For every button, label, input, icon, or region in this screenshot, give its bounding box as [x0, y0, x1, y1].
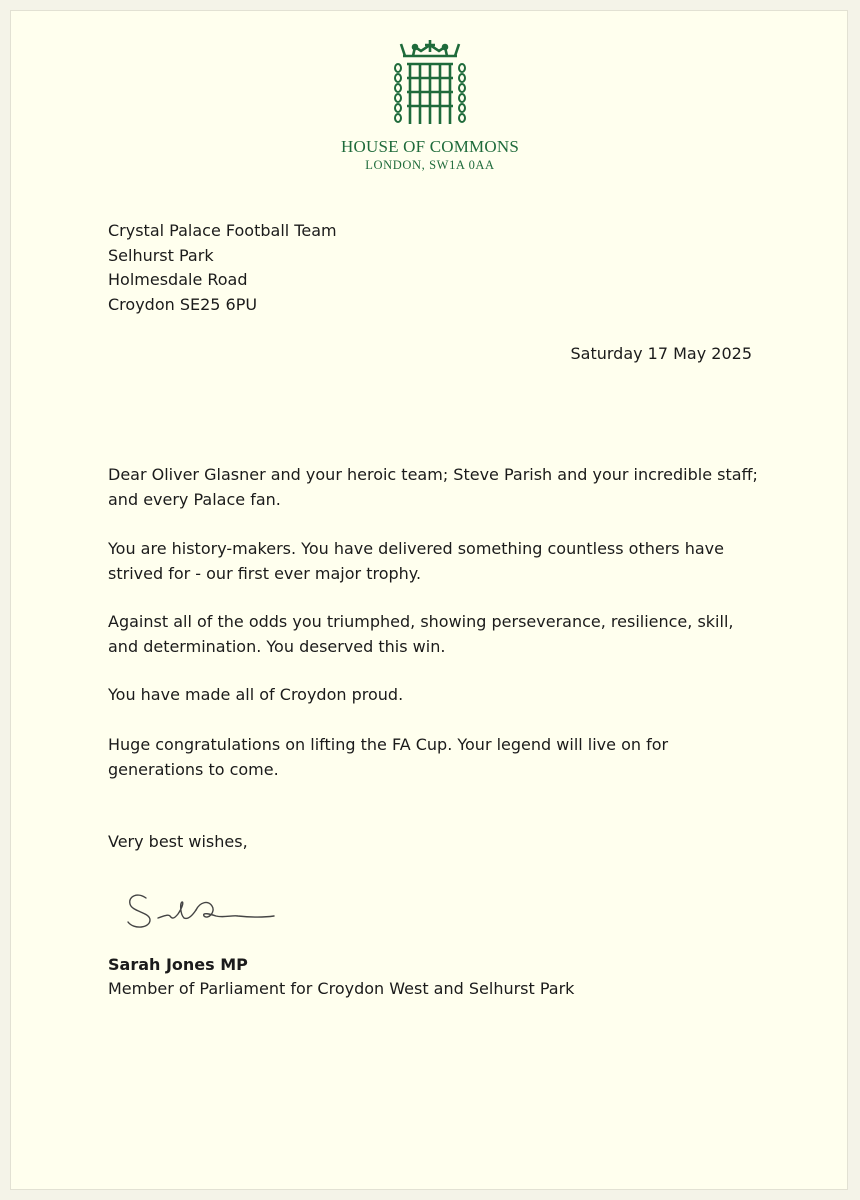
handwritten-signature	[124, 888, 284, 934]
recipient-address	[108, 219, 608, 317]
letterhead-address: LONDON, SW1A 0AA	[365, 158, 495, 172]
recipient-line: Holmesdale Road	[108, 270, 248, 289]
letter-page	[10, 10, 848, 1190]
closing-line: Very best wishes,	[108, 832, 248, 851]
recipient-line: Crystal Palace Football Team	[108, 221, 337, 240]
recipient-line: Croydon SE25 6PU	[108, 294, 258, 314]
body-paragraph: You have made all of Croydon proud.	[108, 685, 404, 704]
signatory-title: Member of Parliament for Croydon West and Selhurst Park	[108, 979, 575, 998]
letterhead-name: HOUSE OF COMMONS	[341, 137, 519, 156]
body-paragraph: Huge congratulations on lifting the FA Cup. Your legend will live on for generations to come.	[108, 735, 669, 779]
signatory-name: Sarah Jones MP	[108, 955, 248, 974]
body-paragraph: Against all of the odds you triumphed, showing perseverance, resilience, skill, and determination. You deserved this win.	[108, 612, 734, 656]
letter-date: Saturday 17 May 2025	[570, 344, 752, 363]
recipient-line: Selhurst Park	[108, 245, 214, 265]
salutation-paragraph: Dear Oliver Glasner and your heroic team; Steve Parish and your incredible staff; and every Palace fan.	[108, 465, 758, 509]
portcullis-crest-icon	[385, 36, 475, 136]
body-paragraph: You are history-makers. You have delivered something countless others have strived for - our first ever major trophy.	[108, 539, 724, 583]
